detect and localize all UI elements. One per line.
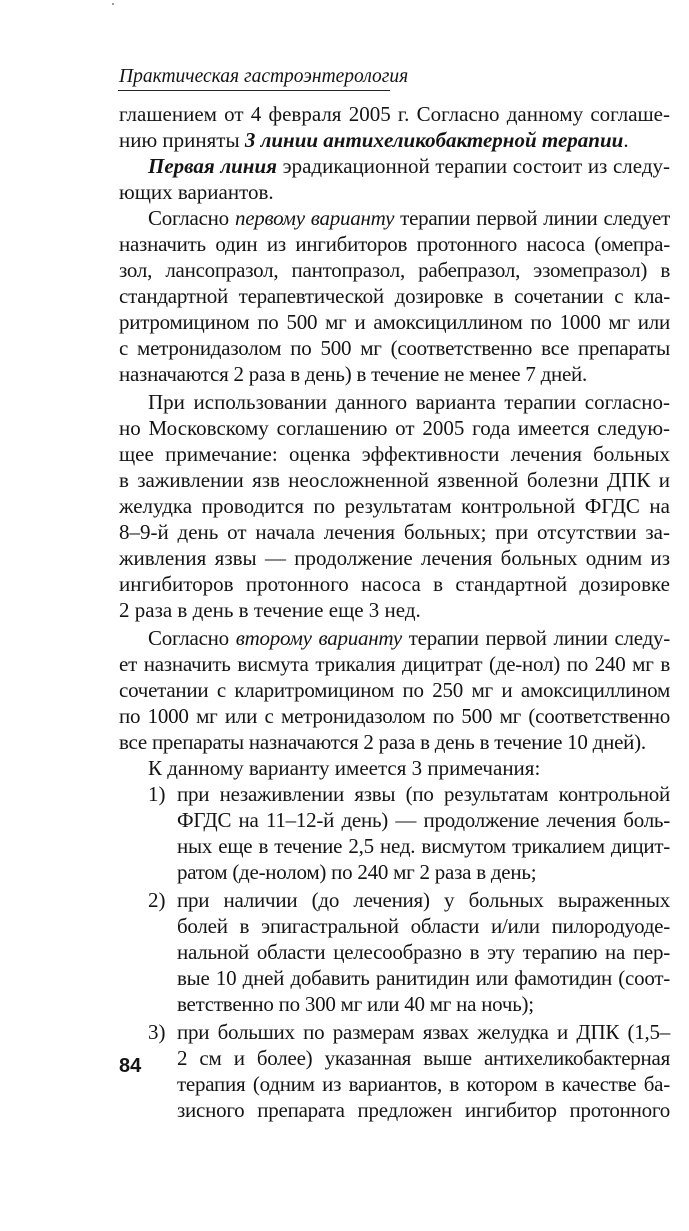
text-line: нию приняты 3 линии антихеликобактерной терапии. [119,128,629,152]
text-line: по 1000 мг или с метронидазолом по 500 мг (соответственно [119,704,670,728]
emphasis: Первая линия [148,154,277,178]
list-item-line: нальной области целесообразно в эту терапию на пер- [177,940,670,964]
list-marker: 2) [148,888,166,912]
list-marker: 1) [148,782,166,806]
text-line: все препараты назначаются 2 раза в день в течение 10 дней). [119,730,646,754]
list-item-line: 2 см и более) указанная выше антихеликобактерная [177,1046,670,1070]
list-item-line: при больших по размерам язвах желудка и ДПК (1,5– [177,1020,670,1044]
list-item-line: при незаживлении язвы (по результатам контрольной [177,782,670,806]
text-line: ет назначить висмута трикалия дицитрат (де-нол) по 240 мг в [119,652,670,676]
list-item-line: при наличии (до лечения) у больных выраженных [177,888,670,912]
text-line: стандартной терапевтической дозировке в сочетании с кла- [119,284,670,308]
text-line: 8–9-й день от начала лечения больных; при отсутствии за- [119,520,670,544]
text-line: глашением от 4 февраля 2005 г. Согласно данному соглаше- [119,102,670,126]
text-line: живления язвы — продолжение лечения больных одним из [119,546,670,570]
list-item-line: ных еще в течение 2,5 нед. висмутом трикалием дицит- [177,834,670,858]
scan-speck [112,3,114,5]
text-line: К данному варианту имеется 3 примечания: [148,756,541,780]
running-head: Практическая гастроэнтерология [119,66,409,87]
text-line: ритромицином по 500 мг и амоксициллином по 1000 мг или [119,310,670,334]
text-line: 2 раза в день в течение еще 3 нед. [119,598,421,622]
running-head-rule [118,90,390,91]
page-number: 84 [119,1055,142,1077]
text-line: Согласно первому варианту терапии первой линии следует [148,206,670,230]
text-line: ингибиторов протонного насоса в стандартной дозировке [119,572,670,596]
list-item-line: терапия (одним из вариантов, в котором в качестве ба- [177,1072,670,1096]
list-item-line: зисного препарата предложен ингибитор протонного [177,1098,670,1122]
text-line: сочетании с кларитромицином по 250 мг и амоксициллином [119,678,670,702]
emphasis: 3 линии антихеликобактерной терапии [244,128,624,152]
text-line: но Московскому соглашению от 2005 года имеется следую- [119,416,670,440]
text-line: в заживлении язв неосложненной язвенной болезни ДПК и [119,468,670,492]
text-line: назначаются 2 раза в день) в течение не менее 7 дней. [119,362,588,386]
text-line: При использовании данного варианта терапии согласно- [148,390,670,414]
emphasis: второму варианту [235,626,402,650]
list-item-line: ФГДС на 11–12-й день) — продолжение лечения боль- [177,808,670,832]
list-item-line: ратом (де-нолом) по 240 мг 2 раза в день; [177,860,537,884]
text-line: зол, лансопразол, пантопразол, рабепразол, эзомепразол) в [119,258,670,282]
text-line: Согласно второму варианту терапии первой линии следу- [148,626,670,650]
text-line: с метронидазолом по 500 мг (соответственно все препараты [119,336,670,360]
text-line: Первая линия эрадикационной терапии состоит из следу- [148,154,670,178]
text-line: щее примечание: оценка эффективности лечения больных [119,442,670,466]
list-item-line: болей в эпигастральной области и/или пилородуоде- [177,914,670,938]
text-line: назначить один из ингибиторов протонного насоса (омепра- [119,232,670,256]
list-item-line: вые 10 дней добавить ранитидин или фамотидин (соот- [177,966,670,990]
text-line: ющих вариантов. [119,180,274,204]
list-marker: 3) [148,1020,166,1044]
list-item-line: ветственно по 300 мг или 40 мг на ночь); [177,992,534,1016]
text-line: желудка проводится по результатам контрольной ФГДС на [119,494,670,518]
emphasis: первому варианту [234,206,395,230]
